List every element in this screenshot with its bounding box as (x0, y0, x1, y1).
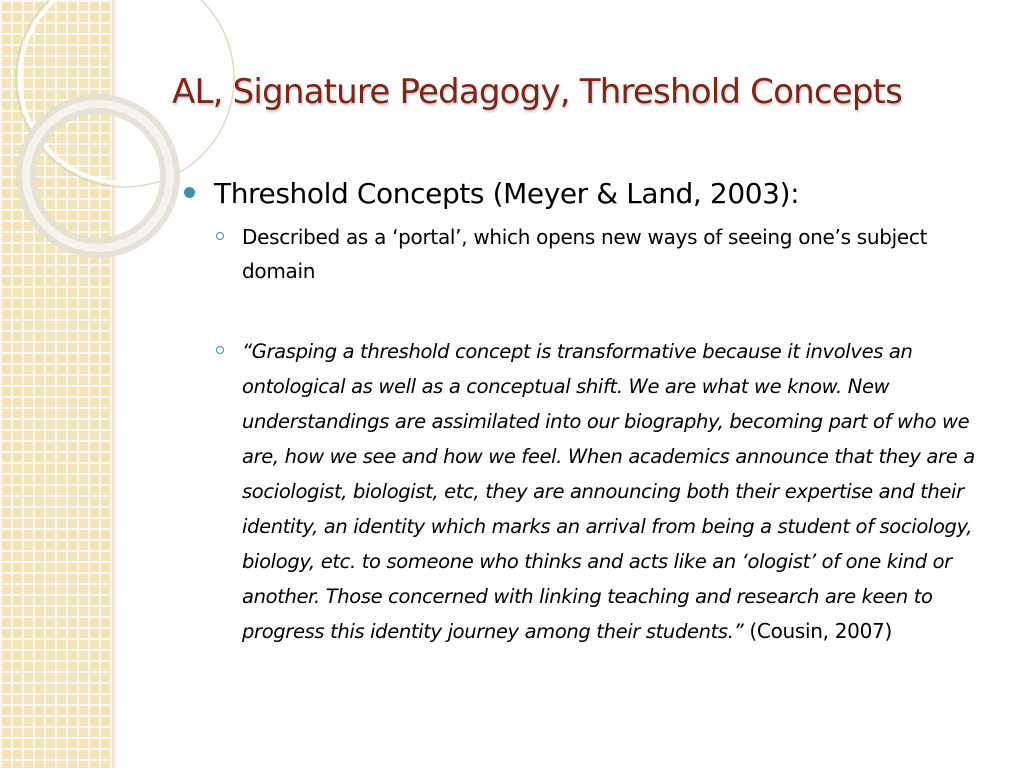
bullet-ring-icon (216, 346, 224, 354)
quote-citation: (Cousin, 2007) (749, 619, 892, 643)
sub-bullet-text: Described as a ‘portal’, which opens new ways of seeing one’s subject domain (242, 225, 928, 283)
bullet-threshold-concepts (184, 170, 984, 218)
bullet-ring-icon (216, 232, 224, 240)
sub-bullet-quote (184, 334, 984, 649)
slide-title: AL, Signature Pedagogy, Threshold Concepts (172, 72, 903, 112)
slide-content (184, 170, 984, 649)
bullet-dot-icon (184, 187, 195, 198)
quote-text: “Grasping a threshold concept is transformative because it involves an ontological as well as a conceptual shift. We are what we know. New understandings are assimilated into our biography, becoming part of who we are, how we see and how we feel. When academics announce that they are a sociologist, biologist, etc, they are announcing both their expertise and their identity, an identity which marks an arrival from being a student of sociology, biology, etc. to someone who thinks and acts like an ‘ologist’ of one kind or another. Those concerned with linking teaching and research are keen to progress this identity journey among their students.” (242, 340, 975, 643)
bullet-text: Threshold Concepts (Meyer & Land, 2003): (214, 177, 800, 210)
sub-bullet-portal (184, 220, 984, 288)
decorative-ring-highlight (26, 104, 170, 248)
